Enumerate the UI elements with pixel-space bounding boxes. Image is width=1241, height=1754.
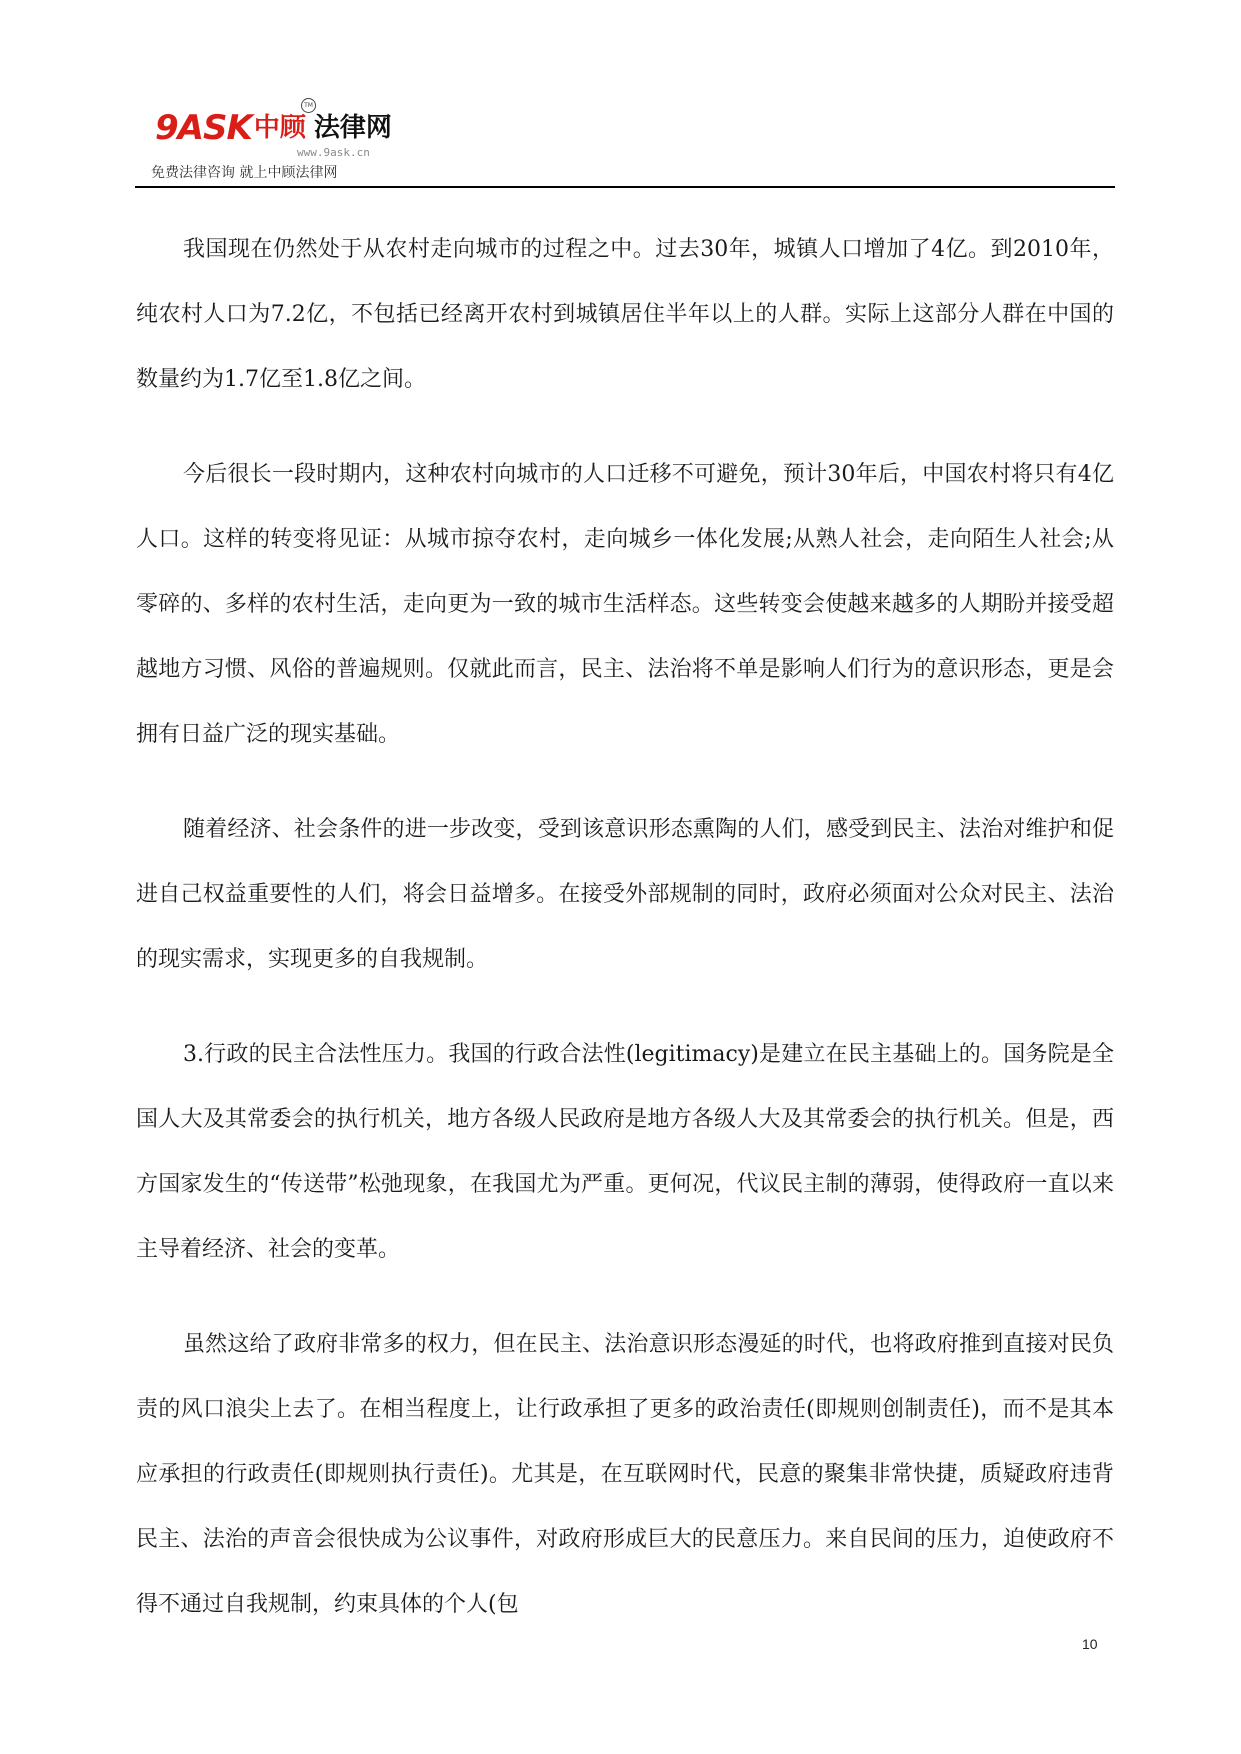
logo-wordmark	[155, 108, 392, 148]
paragraph: 今后很长一段时期内，这种农村向城市的人口迁移不可避免，预计30年后，中国农村将只有4亿人口。这样的转变将见证：从城市掠夺农村，走向城乡一体化发展;从熟人社会，走向陌生人社会;从零碎的、多样的农村生活，走向更为一致的城市生活样态。这些转变会使越来越多的人期盼并接受超越地方习惯、风俗的普遍规则。仅就此而言，民主、法治将不单是影响人们行为的意识形态，更是会拥有日益广泛的现实基础。	[136, 462, 1114, 747]
logo-brand-cn-red: 中顾	[253, 113, 306, 143]
page-header	[135, 88, 1115, 188]
logo-brand-cn-black: 法律网	[313, 113, 392, 143]
page-number: 10	[1082, 1636, 1098, 1652]
paragraph: 随着经济、社会条件的进一步改变，受到该意识形态熏陶的人们，感受到民主、法治对维护和促进自己权益重要性的人们，将会日益增多。在接受外部规制的同时，政府必须面对公众对民主、法治的现实需求，实现更多的自我规制。	[136, 817, 1114, 972]
logo-slogan: 免费法律咨询 就上中顾法律网	[151, 165, 338, 181]
trademark-icon: TM	[301, 98, 316, 113]
paragraph: 我国现在仍然处于从农村走向城市的过程之中。过去30年，城镇人口增加了4亿。到2010年，纯农村人口为7.2亿，不包括已经离开农村到城镇居住半年以上的人群。实际上这部分人群在中国的数量约为1.7亿至1.8亿之间。	[136, 237, 1114, 392]
logo-url: www.9ask.cn	[297, 146, 370, 159]
header-divider	[135, 186, 1115, 188]
logo[interactable]	[151, 98, 415, 181]
document-body	[136, 217, 1114, 1637]
paragraph: 虽然这给了政府非常多的权力，但在民主、法治意识形态漫延的时代，也将政府推到直接对民负责的风口浪尖上去了。在相当程度上，让行政承担了更多的政治责任(即规则创制责任)，而不是其本应承担的行政责任(即规则执行责任)。尤其是，在互联网时代，民意的聚集非常快捷，质疑政府违背民主、法治的声音会很快成为公议事件，对政府形成巨大的民意压力。来自民间的压力，迫使政府不得不通过自我规制，约束具体的个人(包	[136, 1332, 1114, 1617]
logo-brand-text: 9ASK	[155, 108, 252, 148]
paragraph: 3.行政的民主合法性压力。我国的行政合法性(legitimacy)是建立在民主基础上的。国务院是全国人大及其常委会的执行机关，地方各级人民政府是地方各级人大及其常委会的执行机关。但是，西方国家发生的“传送带”松弛现象，在我国尤为严重。更何况，代议民主制的薄弱，使得政府一直以来主导着经济、社会的变革。	[136, 1042, 1114, 1262]
